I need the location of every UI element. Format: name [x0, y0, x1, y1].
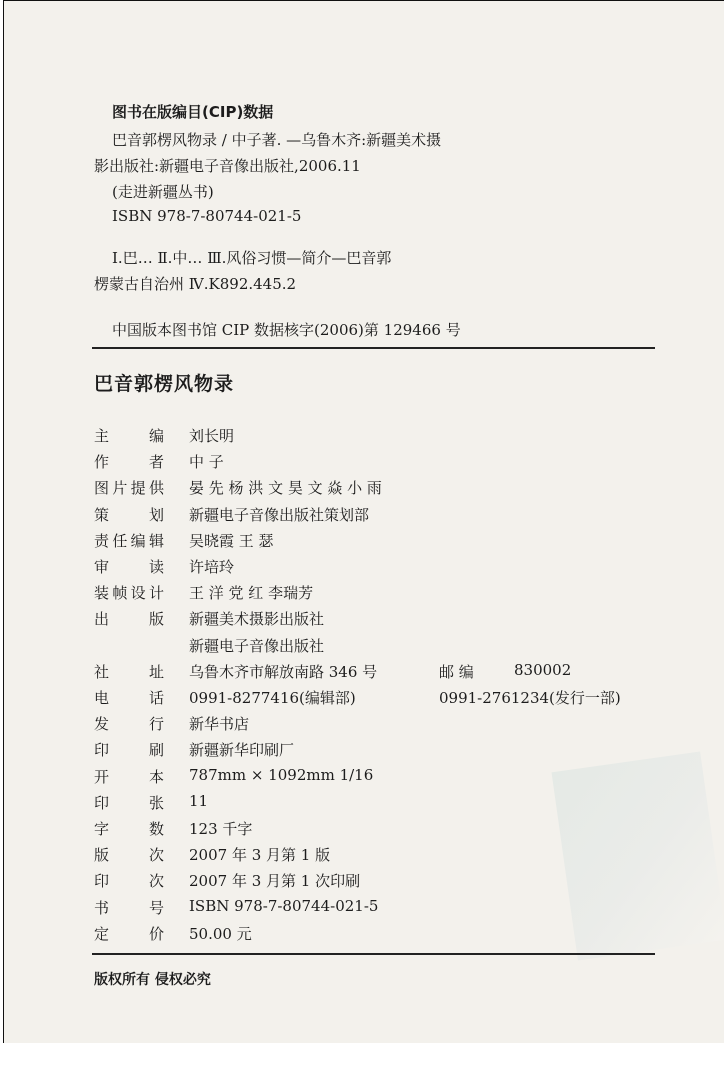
credit-label: 电 话 — [94, 689, 164, 707]
credit-label: 装 帧 设 计 — [94, 584, 164, 603]
credit-label: 印 张 — [94, 793, 164, 812]
phone-distribution: 0991-2761234(发行一部) — [439, 689, 621, 707]
credit-value: 乌鲁木齐市解放南路 346 号 — [189, 662, 378, 681]
credit-label: 书 号 — [94, 898, 164, 917]
credit-value: 新华书店 — [189, 715, 250, 734]
credit-value: 晏 先 杨 洪 文 昊 文 焱 小 雨 — [189, 479, 382, 498]
cip-line-2: 影出版社:新疆电子音像出版社,2006.11 — [94, 157, 361, 175]
credit-label: 图 片 提 供 — [94, 479, 164, 498]
credit-value: 787mm × 1092mm 1/16 — [189, 765, 374, 784]
credit-value: 中 子 — [189, 453, 224, 472]
credit-value: 新疆电子音像出版社策划部 — [189, 505, 370, 524]
credit-label: 主 编 — [94, 427, 164, 445]
credit-label: 社 址 — [94, 662, 164, 681]
credit-label: 责 任 编 辑 — [94, 531, 164, 550]
credit-value: 新疆美术摄影出版社 — [189, 610, 325, 629]
credit-value: 吴晓霞 王 瑟 — [189, 531, 274, 550]
credit-value: 11 — [189, 791, 209, 810]
credit-label: 策 划 — [94, 505, 164, 524]
bottom-divider — [92, 953, 655, 955]
cip-line-1: 巴音郭楞风物录 / 中子著. —乌鲁木齐:新疆美术摄 — [112, 131, 442, 149]
postcode-label: 邮 编 — [439, 662, 474, 681]
credit-value: 新疆电子音像出版社 — [189, 636, 325, 655]
book-title: 巴音郭楞风物录 — [94, 373, 235, 395]
credit-value: 123 千字 — [189, 820, 253, 838]
cip-line-5: Ⅰ.巴… Ⅱ.中… Ⅲ.风俗习惯—简介—巴音郭 — [112, 249, 392, 267]
credit-value: 0991-8277416(编辑部) — [189, 689, 356, 707]
cip-line-7: 中国版本图书馆 CIP 数据核字(2006)第 129466 号 — [112, 321, 461, 339]
credit-value: 王 洋 党 红 李瑞芳 — [189, 584, 314, 603]
credit-label: 作 者 — [94, 453, 164, 472]
copyright-page — [3, 0, 724, 1043]
credit-value: 刘长明 — [189, 427, 235, 445]
cip-line-3: (走进新疆丛书) — [112, 183, 214, 201]
credit-label: 字 数 — [94, 820, 164, 838]
credit-value: 50.00 元 — [189, 924, 252, 943]
credit-label: 出 版 — [94, 610, 164, 629]
background-watermark — [552, 751, 726, 960]
credit-value: 2007 年 3 月第 1 次印刷 — [189, 872, 361, 891]
credit-value: 许培玲 — [189, 558, 235, 576]
cip-line-4: ISBN 978-7-80744-021-5 — [112, 207, 302, 225]
credit-label: 发 行 — [94, 715, 164, 734]
postcode-value: 830002 — [514, 660, 572, 679]
credit-value: ISBN 978-7-80744-021-5 — [189, 896, 379, 915]
cip-heading: 图书在版编目(CIP)数据 — [112, 103, 274, 121]
credit-label: 版 次 — [94, 846, 164, 865]
cip-line-6: 楞蒙古自治州 Ⅳ.K892.445.2 — [94, 275, 297, 293]
credit-label: 审 读 — [94, 558, 164, 576]
credit-label: 定 价 — [94, 924, 164, 943]
credit-label: 印 刷 — [94, 741, 164, 760]
copyright-notice: 版权所有 侵权必究 — [94, 972, 211, 988]
credit-label: 开 本 — [94, 767, 164, 786]
credit-label: 印 次 — [94, 872, 164, 891]
credit-value: 新疆新华印刷厂 — [189, 741, 295, 760]
top-divider — [92, 347, 655, 349]
credit-value: 2007 年 3 月第 1 版 — [189, 846, 331, 865]
